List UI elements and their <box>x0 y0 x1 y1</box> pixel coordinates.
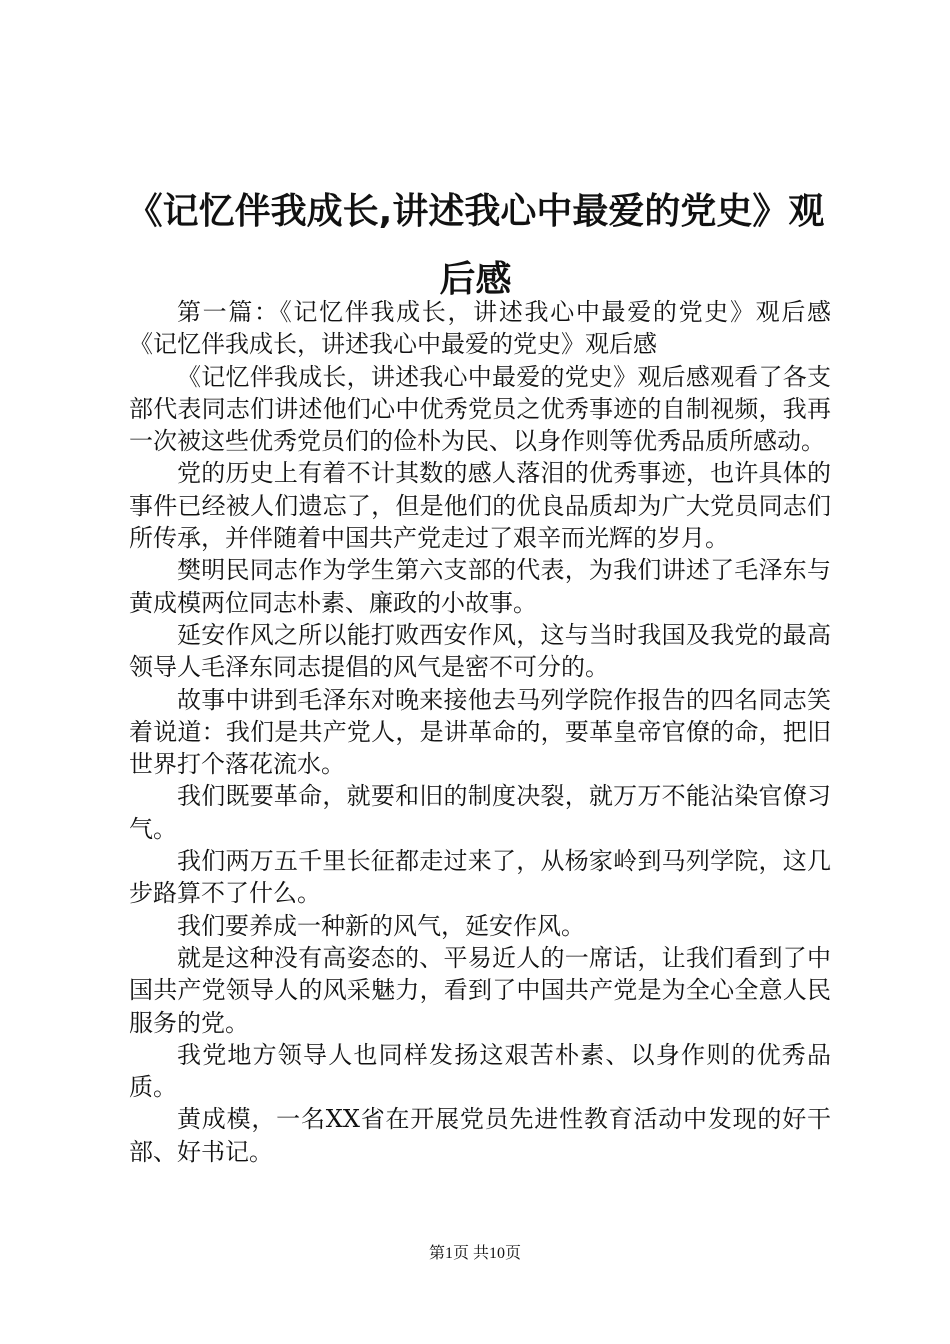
paragraph: 我们要养成一种新的风气，延安作风。 <box>177 911 585 940</box>
paragraph: 故事中讲到毛泽东对晚来接他去马列学院作报告的四名同志笑着说道：我们是共产党人，是讲革命的，要革皇帝官僚的命，把旧世界打个落花流水。 <box>129 685 831 779</box>
paragraph: 延安作风之所以能打败西安作风，这与当时我国及我党的最高领导人毛泽东同志提倡的风气是密不可分的。 <box>129 620 831 682</box>
paragraph: 我们既要革命，就要和旧的制度决裂，就万万不能沾染官僚习气。 <box>129 782 831 843</box>
document-title: 《记忆伴我成长,讲述我心中最爱的党史》观后感 <box>126 191 825 300</box>
paragraph: 党的历史上有着不计其数的感人落泪的优秀事迹，也许具体的事件已经被人们遗忘了，但是他们的优良品质却为广大党员同志们所传承，并伴随着中国共产党走过了艰辛而光辉的岁月。 <box>129 459 831 553</box>
paragraph: 我们两万五千里长征都走过来了，从杨家岭到马列学院，这几步路算不了什么。 <box>129 847 831 908</box>
paragraph: 第一篇：《记忆伴我成长，讲述我心中最爱的党史》观后感《记忆伴我成长，讲述我心中最爱的党史》观后感 <box>129 298 831 359</box>
paragraph: 黄成模，一名XX省在开展党员先进性教育活动中发现的好干部、好书记。 <box>129 1105 831 1166</box>
paragraph: 我党地方领导人也同样发扬这艰苦朴素、以身作则的优秀品质。 <box>129 1040 831 1102</box>
paragraph: 《记忆伴我成长，讲述我心中最爱的党史》观后感观看了各支部代表同志们讲述他们心中优秀党员之优秀事迹的自制视频，我再一次被这些优秀党员们的俭朴为民、以身作则等优秀品质所感动。 <box>129 362 831 456</box>
paragraph: 樊明民同志作为学生第六支部的代表，为我们讲述了毛泽东与黄成模两位同志朴素、廉政的小故事。 <box>129 556 831 617</box>
paragraph: 就是这种没有高姿态的、平易近人的一席话，让我们看到了中国共产党领导人的风采魅力，看到了中国共产党是为全心全意人民服务的党。 <box>129 943 831 1037</box>
page-footer: 第1页 共10页 <box>428 1245 521 1262</box>
document-body <box>129 296 831 1168</box>
